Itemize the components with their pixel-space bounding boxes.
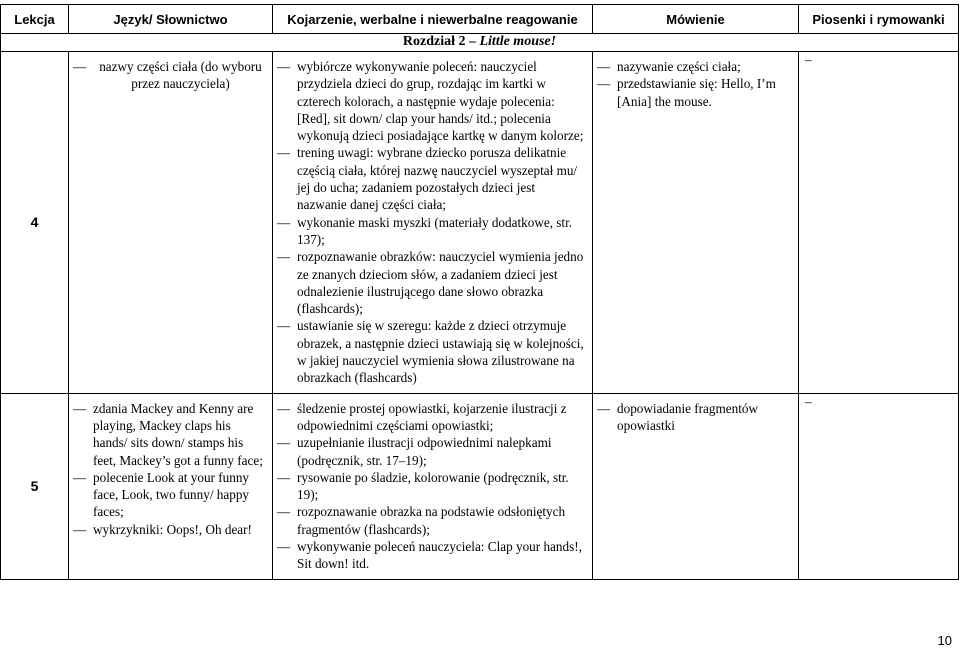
list-item: — nazwy części ciała (do wyboru przez nauczyciela) — [69, 58, 268, 93]
songs-dash: – — [805, 393, 812, 409]
list-item: — trening uwagi: wybrane dziecko porusza delikatnie częścią ciała, której nazwę nauczyciel wyszeptał mu/ jej do ucha; zadaniem pozostałych dzieci jest nazwanie danej części ciała; — [273, 144, 588, 213]
list-item: — wykonywanie poleceń nauczyciela: Clap your hands!, Sit down! itd. — [273, 538, 588, 573]
speak-cell — [593, 52, 799, 394]
songs-dash: – — [805, 52, 812, 67]
header-row — [1, 5, 959, 34]
react-cell — [273, 52, 593, 394]
header-speaking: Mówienie — [593, 5, 799, 34]
list-item: — ustawianie się w szeregu: każde z dzieci otrzymuje obrazek, a następnie dzieci ustawiają się w kolejności, w jakiej nauczyciel wymienia słowa zilustrowane na obrazkach (flashcards) — [273, 317, 588, 386]
header-songs: Piosenki i rymowanki — [799, 5, 959, 34]
list-item: — nazywanie części ciała; — [593, 58, 794, 75]
speak-cell — [593, 393, 799, 579]
lesson-number: 4 — [1, 52, 69, 394]
list-item: — wybiórcze wykonywanie poleceń: nauczyciel przydziela dzieci do grup, rozdając im kartki w czterech kolorach, a następnie wydaje polecenia: [Red], sit down/ clap your hands/ itd.; polecenia wykonują dzieci posiadające kartkę w danym kolorze; — [273, 58, 588, 144]
list-item: — rysowanie po śladzie, kolorowanie (podręcznik, str. 19); — [273, 469, 588, 504]
header-vocabulary: Język/ Słownictwo — [69, 5, 273, 34]
table-row — [1, 52, 959, 394]
table-row — [1, 393, 959, 579]
header-reacting: Kojarzenie, werbalne i niewerbalne reagowanie — [273, 5, 593, 34]
list-item: — przedstawianie się: Hello, I’m [Ania] the mouse. — [593, 75, 794, 110]
list-item: — zdania Mackey and Kenny are playing, Mackey claps his hands/ sits down/ stamps his feet, Mackey’s got a funny face; — [69, 400, 268, 469]
header-lesson: Lekcja — [1, 5, 69, 34]
list-item: — wykrzykniki: Oops!, Oh dear! — [69, 521, 268, 538]
chapter-title: Little mouse! — [479, 34, 557, 49]
list-item: — polecenie Look at your funny face, Look, two funny/ happy faces; — [69, 469, 268, 521]
chapter-heading — [1, 34, 959, 52]
chapter-prefix: Rozdział 2 – — [402, 34, 476, 49]
vocab-cell — [69, 52, 273, 394]
list-item: — wykonanie maski myszki (materiały dodatkowe, str. 137); — [273, 214, 588, 249]
list-item: — dopowiadanie fragmentów opowiastki — [593, 400, 794, 435]
react-cell — [273, 393, 593, 579]
lesson-plan-table — [0, 4, 959, 580]
songs-cell — [799, 393, 959, 579]
page-number: 10 — [937, 633, 952, 648]
vocab-cell — [69, 393, 273, 579]
list-item: — uzupełnianie ilustracji odpowiednimi nalepkami (podręcznik, str. 17–19); — [273, 434, 588, 469]
list-item: — rozpoznawanie obrazków: nauczyciel wymienia jedno ze znanych dzieciom słów, a zadaniem dzieci jest odnalezienie ilustrującego dane słowo obrazka (flashcards); — [273, 248, 588, 317]
list-item: — rozpoznawanie obrazka na podstawie odsłoniętych fragmentów (flashcards); — [273, 503, 588, 538]
songs-cell — [799, 52, 959, 394]
list-item: — śledzenie prostej opowiastki, kojarzenie ilustracji z odpowiednimi częściami opowiastki; — [273, 400, 588, 435]
lesson-number: 5 — [1, 393, 69, 579]
